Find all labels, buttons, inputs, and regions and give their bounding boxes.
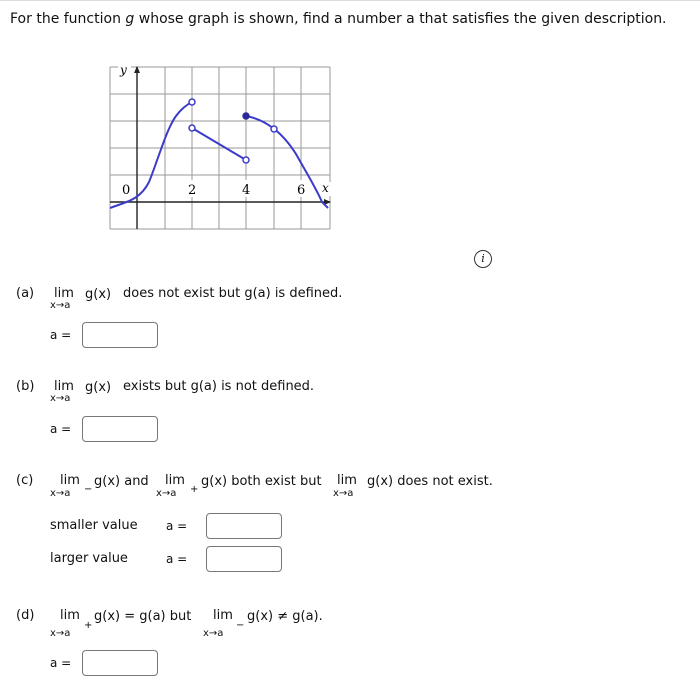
part-c-lim3: lim (337, 473, 357, 488)
part-c-larger-eq: a = (166, 552, 188, 566)
part-b-lim: lim (54, 379, 74, 394)
part-d-answer-input[interactable] (82, 650, 158, 676)
part-c-expr3: g(x) does not exist. (367, 474, 493, 489)
part-c-smaller-label: smaller value (50, 518, 138, 533)
part-d-answer-label: a = (50, 656, 72, 670)
tick-label-6: 6 (297, 183, 306, 198)
x-axis-label: x (322, 181, 329, 195)
tick-label-2: 2 (188, 183, 197, 198)
part-b-answer-input[interactable] (82, 416, 158, 442)
question-suffix: whose graph is shown, find a number a that satisfies the given description. (138, 11, 667, 27)
y-axis-label: y (120, 63, 127, 77)
open-point-5 (271, 126, 277, 132)
part-b-text: exists but g(a) is not defined. (123, 379, 315, 394)
curve-segment-3 (246, 116, 328, 208)
part-b-lim-sub: x→a (50, 393, 71, 404)
part-b-answer-label: a = (50, 422, 72, 436)
part-b-expr: g(x) (85, 380, 112, 395)
part-c-larger-input[interactable] (206, 546, 282, 572)
tick-label-4: 4 (242, 183, 251, 198)
part-b-label: (b) (16, 379, 35, 394)
part-a-lim-sub: x→a (50, 300, 71, 311)
part-c-lim2-sup: + (190, 484, 199, 495)
function-graph (100, 60, 340, 235)
info-icon[interactable]: i (474, 250, 492, 268)
open-point-2-top (189, 99, 195, 105)
part-c-lim2: lim (165, 473, 185, 488)
part-c-expr1: g(x) and (94, 474, 149, 489)
part-d-label: (d) (16, 608, 35, 623)
part-d-expr2: g(x) ≠ g(a). (247, 609, 323, 624)
closed-point-4 (243, 113, 249, 119)
part-c-lim1: lim (60, 473, 80, 488)
part-a-lim: lim (54, 286, 74, 301)
top-divider (0, 0, 700, 1)
open-point-2-bottom (189, 125, 195, 131)
part-d-lim2: lim (213, 608, 233, 623)
part-a-answer-label: a = (50, 328, 72, 342)
part-d-lim1-sub: x→a (50, 628, 71, 639)
part-c-larger-label: larger value (50, 551, 128, 566)
part-d-lim1-sup: + (84, 620, 93, 631)
part-c-lim2-sub: x→a (156, 488, 177, 499)
open-point-4 (243, 157, 249, 163)
part-c-smaller-input[interactable] (206, 513, 282, 539)
part-c-smaller-eq: a = (166, 519, 188, 533)
part-d-lim1: lim (60, 608, 80, 623)
part-c-lim1-sup: − (84, 484, 93, 495)
part-c-expr2: g(x) both exist but (201, 474, 322, 489)
question-prefix: For the function (10, 11, 121, 27)
part-d-lim2-sub: x→a (203, 628, 224, 639)
part-c-label: (c) (16, 473, 34, 488)
part-a-expr: g(x) (85, 287, 112, 302)
part-c-lim1-sub: x→a (50, 488, 71, 499)
tick-label-0: 0 (122, 183, 131, 198)
part-a-label: (a) (16, 286, 35, 301)
part-d-lim2-sup: − (236, 620, 245, 631)
graph-grid (110, 67, 330, 229)
question-func: g (125, 11, 135, 27)
part-a-answer-input[interactable] (82, 322, 158, 348)
question-text (10, 11, 667, 27)
part-a-text: does not exist but g(a) is defined. (123, 286, 343, 301)
part-d-expr1: g(x) = g(a) but (94, 609, 192, 624)
part-c-lim3-sub: x→a (333, 488, 354, 499)
